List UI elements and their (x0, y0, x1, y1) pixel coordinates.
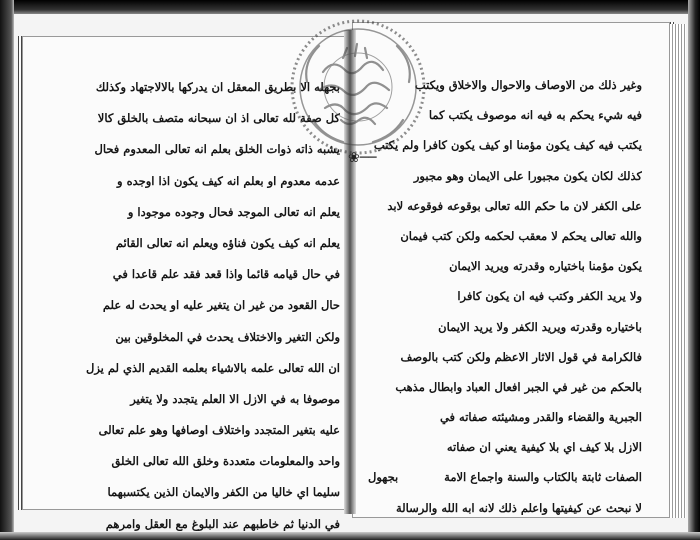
left-line: في حال قيامه قائما واذا قعد فقد علم قاعدا في (112, 267, 340, 282)
right-line: باختياره وقدرته ويريد الكفر ولا يريد الايمان (438, 319, 642, 334)
right-line: فيه شيء يحكم به فيه انه موصوف يكتب كما (428, 108, 642, 123)
left-line: يعلم انه كيف يكون فناؤه ويعلم انه تعالى القائم (115, 235, 340, 250)
left-line: كل صفة لله تعالى اذ ان سبحانه متصف بالخلق كالا (97, 111, 340, 126)
library-seal-stamp (283, 12, 433, 162)
right-line: كذلك لكان يكون مجبورا على الايمان وهو مجبور (413, 168, 642, 183)
right-line: يكتب فيه كيف يكون مؤمنا او كيف يكون كافرا ولم يكتب (373, 138, 642, 153)
left-line: في الدنيا ثم خاطبهم عند البلوغ مع العقل وامرهم (105, 516, 340, 531)
left-line: عدمه معدوم او بعلم انه كيف يكون اذا اوجده و (117, 173, 340, 188)
binding-right-edge (688, 0, 700, 540)
left-line: يشبه ذاته ذوات الخلق بعلم انه تعالى المعدوم فحال (94, 142, 340, 157)
left-line: ان الله تعالى علمه بالاشياء بعلمه القديم الذي لم يزل (85, 360, 340, 375)
left-line: بجهله الا بطريق المعقل ان يدركها بالالاجتهاد وكذلك (95, 80, 340, 94)
right-line: الصفات ثابتة بالكتاب والسنة واجماع الامة (444, 470, 642, 485)
right-line: يكون مؤمنا باختياره وقدرته ويريد الايمان (449, 259, 642, 274)
right-line: ولا يريد الكفر وكتب فيه ان يكون كافرا (457, 289, 642, 304)
left-line: موصوفا به في الازل الا العلم يتجدد ولا يتغير (130, 391, 340, 406)
left-line: سليما اي خاليا من الكفر والايمان الذين يكتسبهما (107, 485, 340, 500)
left-line: عليه بتغير المتجدد واختلاف اوصافها وهو علم تعالى (98, 423, 340, 438)
left-line: يعلم انه تعالى الموجد فحال وجوده موجودا و (127, 204, 340, 219)
right-line: على الكفر لان ما حكم الله تعالى بوقوعه فوقوعه لابد (387, 198, 642, 213)
right-line: وغير ذلك من الاوصاف والاحوال والاخلاق ويكتب (414, 78, 642, 92)
right-line: الازل بلا كيف اي بلا كيفية يعني ان صفاته (446, 440, 642, 455)
right-line: بالحكم من غير في الجبر افعال العباد وابطال مذهب (395, 379, 642, 394)
catchword: بجهول (368, 470, 399, 484)
left-line: واحد والمعلومات متعددة وخلق الله تعالى الخلق (111, 454, 340, 469)
binding-left-edge (0, 0, 14, 540)
right-line: لا نبحث عن كيفيتها واعلم ذلك لانه ابه الله والرسالة (395, 500, 642, 515)
left-line: ولكن التغير والاختلاف يحدث في المخلوقين بين (115, 329, 340, 344)
right-line: والله تعالى يحكم لا معقب لحكمه ولكن كتب فيمان (400, 228, 642, 243)
page-stack-edges (670, 24, 686, 518)
right-line: فالكرامة في قول الاثار الاعظم ولكن كتب بالوصف (400, 349, 642, 364)
left-line: حال القعود من غير ان يتغير عليه او يحدث له علم (102, 298, 340, 313)
marginal-ornament: ❀── (348, 150, 377, 166)
right-line: الجبرية والقضاء والقدر ومشيئته صفاته في (439, 410, 642, 425)
